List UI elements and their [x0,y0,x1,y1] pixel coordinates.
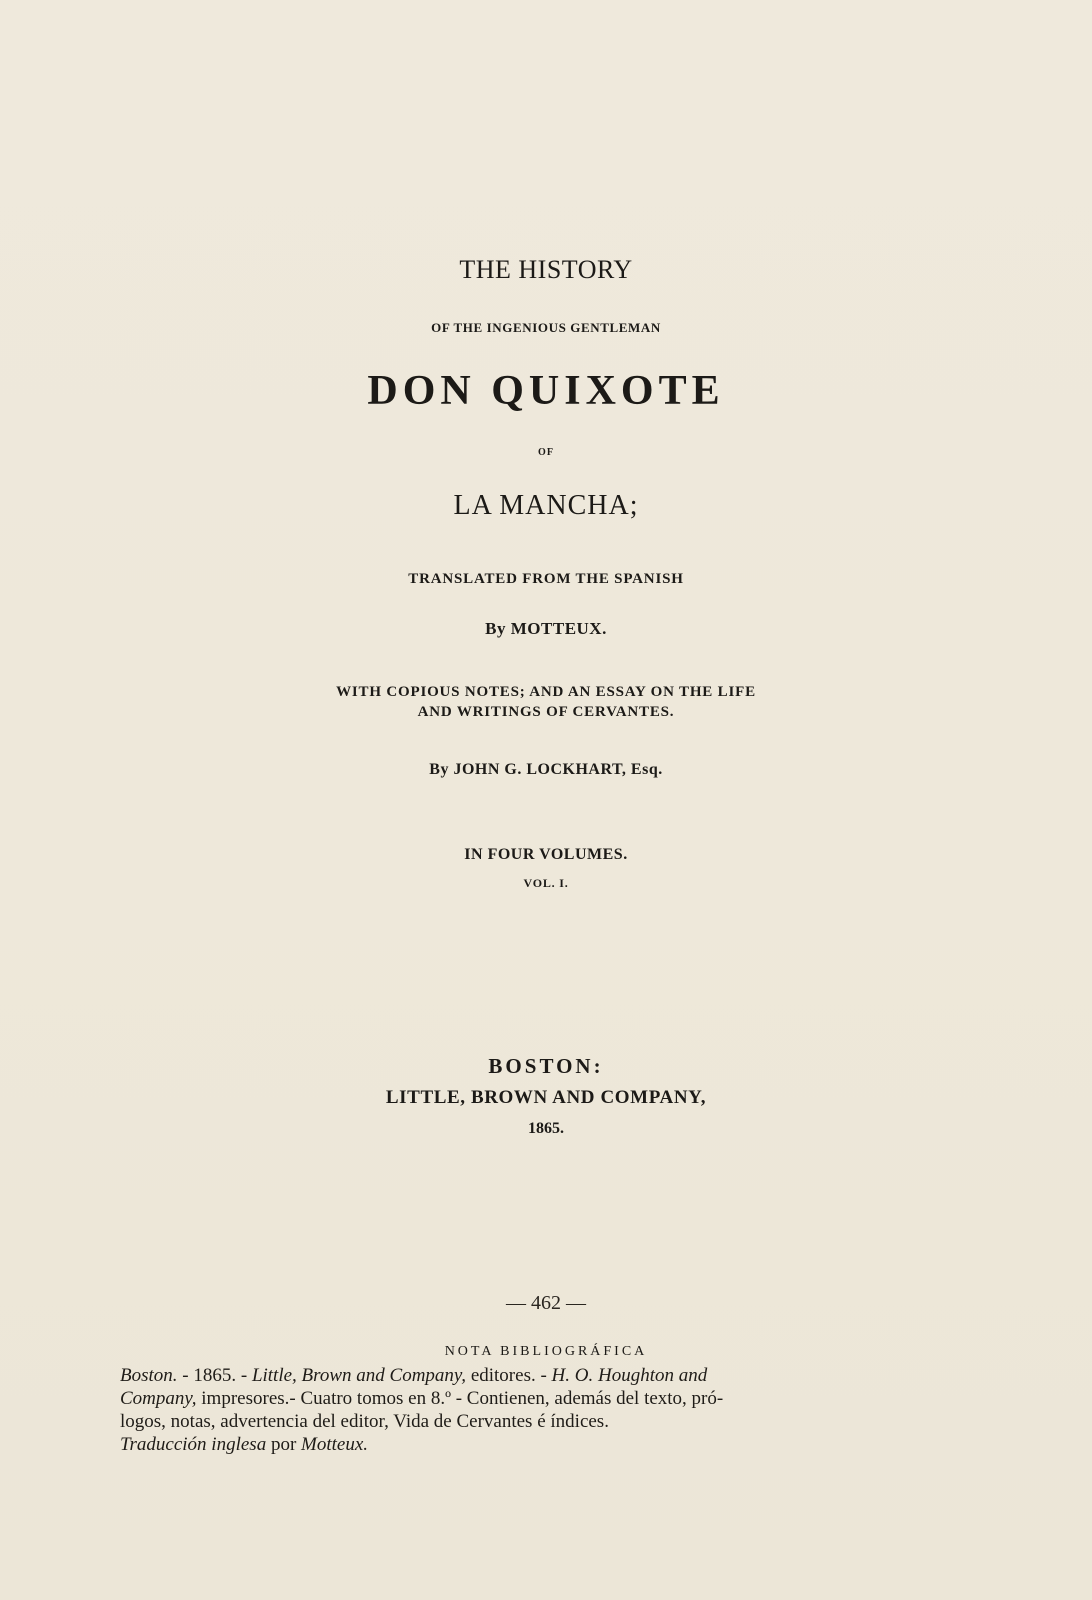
title-the-history: THE HISTORY [459,255,633,284]
volumes-line: IN FOUR VOLUMES. [464,846,628,863]
nota-line-4 [120,1433,880,1456]
notes-line-1: WITH COPIOUS NOTES; AND AN ESSAY ON THE LIFE [336,684,756,700]
page-number: — 462 — [506,1292,586,1314]
nota-editores: editores. - [466,1365,552,1386]
notes-line-2: AND WRITINGS OF CERVANTES. [417,704,675,720]
imprint-year: 1865. [528,1120,564,1137]
translator-line: By MOTTEUX. [485,619,607,638]
nota-text [120,1364,880,1456]
nota-publisher: Little, Brown and Company, [251,1365,467,1386]
nota-impresores: impresores.- Cuatro tomos en 8.º - Contienen, además del texto, pró- [196,1388,724,1409]
nota-line-1 [120,1364,880,1387]
volume-number: VOL. I. [523,876,569,890]
translated-line: TRANSLATED FROM THE SPANISH [408,571,684,587]
title-don-quixote: DON QUIXOTE [367,368,725,414]
title-of: OF [538,447,554,458]
nota-heading: NOTA BIBLIOGRÁFICA [444,1344,648,1359]
nota-line-3: logos, notas, advertencia del editor, Vida de Cervantes é índices. [120,1411,609,1432]
imprint-city: BOSTON: [488,1054,604,1078]
title-of-the-ingenious-gentleman: OF THE INGENIOUS GENTLEMAN [431,320,661,335]
essay-author-line: By JOHN G. LOCKHART, Esq. [429,761,663,778]
nota-translation: Traducción inglesa [120,1434,267,1455]
nota-printer: H. O. Houghton and [551,1365,708,1386]
title-la-mancha: LA MANCHA; [453,490,639,521]
nota-translator: Motteux. [301,1434,369,1455]
nota-city: Boston. [120,1365,178,1386]
nota-line-2 [120,1387,880,1410]
imprint-publisher: LITTLE, BROWN AND COMPANY, [385,1087,707,1108]
nota-year: - 1865. - [177,1365,252,1386]
nota-company: Company, [120,1388,197,1409]
nota-por: por [266,1434,302,1455]
